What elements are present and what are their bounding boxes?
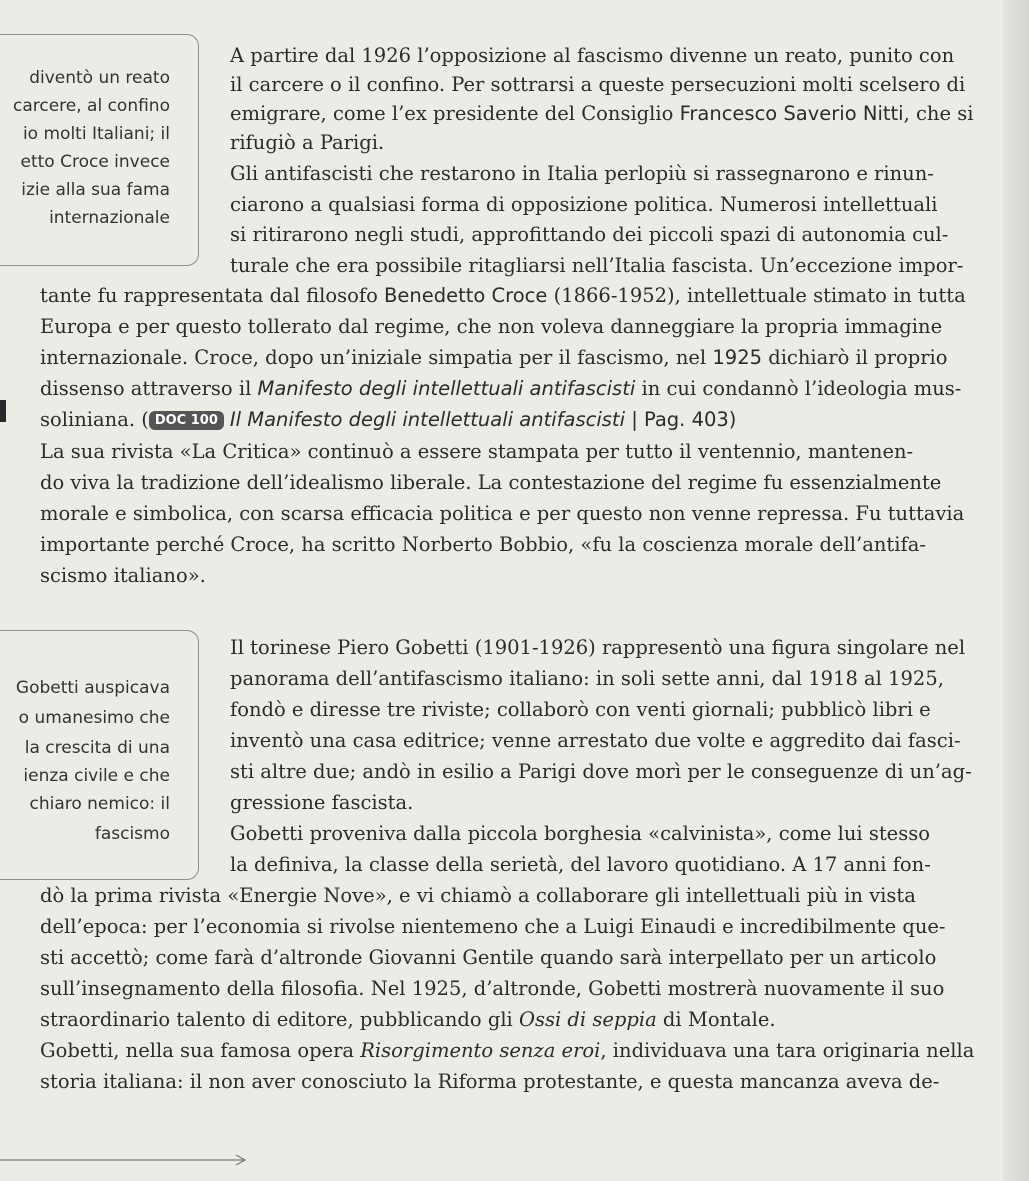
body-line: sti altre due; andò in esilio a Parigi dove morì per le conseguenze di un’ag- (230, 760, 972, 783)
book-title-ossi-di-seppia: Ossi di seppia (519, 1008, 657, 1031)
body-line: dell’epoca: per l’economia si rivolse nientemeno che a Luigi Einaudi e incredibilmente que- (40, 915, 946, 938)
body-line: Il torinese Piero Gobetti (1901-1926) rappresentò una figura singolare nel (230, 636, 966, 659)
body-line: straordinario talento di editore, pubblicando gli Ossi di seppia di Montale. (40, 1008, 776, 1031)
body-line: dò la prima rivista «Energie Nove», e vi chiamò a collaborare gli intellettuali più in vista (40, 884, 916, 907)
body-line: Europa e per questo tollerato dal regime, che non voleva danneggiare la propria immagine (40, 315, 943, 338)
book-title-risorgimento: Risorgimento senza eroi (360, 1039, 601, 1062)
doc-reference-link[interactable]: Il Manifesto degli intellettuali antifascisti (229, 408, 625, 431)
margin-note-line: io molti Italiani; il (22, 124, 170, 144)
body-line: turale che era possibile ritagliarsi nell’Italia fascista. Un’eccezione impor- (230, 254, 964, 277)
margin-note-line: ienza civile e che (23, 766, 170, 786)
body-line: panorama dell’antifascismo italiano: in soli sette anni, dal 1918 al 1925, (230, 667, 944, 690)
body-line: sti accettò; come farà d’altronde Giovanni Gentile quando sarà interpellato per un articolo (40, 946, 937, 969)
doc-badge[interactable]: DOC 100 (149, 411, 224, 430)
body-line: gressione fascista. (230, 791, 414, 814)
body-line: internazionale. Croce, dopo un’iniziale simpatia per il fascismo, nel 1925 dichiarò il proprio (40, 346, 948, 369)
margin-note-line: fascismo (94, 824, 170, 844)
body-line: morale e simbolica, con scarsa efficacia politica e per questo non venne repressa. Fu tuttavia (40, 502, 965, 525)
margin-note-line: diventò un reato (29, 68, 170, 88)
year-highlight: 1925 (712, 346, 763, 369)
margin-note-line: o umanesimo che (18, 708, 170, 728)
body-line: scismo italiano». (40, 564, 206, 587)
person-name-croce: Benedetto Croce (384, 284, 548, 307)
body-line: storia italiana: il non aver conosciuto la Riforma protestante, e questa mancanza aveva de- (40, 1070, 940, 1093)
person-name-nitti: Francesco Saverio Nitti (679, 102, 904, 125)
body-line: importante perché Croce, ha scritto Norberto Bobbio, «fu la coscienza morale dell’antifa- (40, 533, 926, 556)
body-line: dissenso attraverso il Manifesto degli intellettuali antifascisti in cui condannò l’ideologia mus- (40, 377, 962, 400)
body-line: La sua rivista «La Critica» continuò a essere stampata per tutto il ventennio, mantenen- (40, 440, 914, 463)
margin-note-line: chiaro nemico: il (29, 794, 170, 814)
body-line: tante fu rappresentata dal filosofo Benedetto Croce (1866-1952), intellettuale stimato in tutta (40, 284, 966, 307)
body-line: inventò una casa editrice; venne arrestato due volte e aggredito dai fasci- (230, 729, 961, 752)
body-line: do viva la tradizione dell’idealismo liberale. La contestazione del regime fu essenzialmente (40, 471, 942, 494)
section-bullet-marker (0, 400, 6, 422)
margin-note-line: etto Croce invece (20, 152, 170, 172)
body-line: si ritirarono negli studi, approfittando dei piccoli spazi di autonomia cul- (230, 223, 949, 246)
body-line: Gli antifascisti che restarono in Italia perlopiù si rassegnarono e rinun- (230, 162, 934, 185)
margin-note-line: Gobetti auspicava (15, 678, 170, 698)
body-line: fondò e diresse tre riviste; collaborò con venti giornali; pubblicò libri e (230, 698, 931, 721)
page-edge-shadow (1003, 0, 1029, 1181)
body-line: sull’insegnamento della filosofia. Nel 1925, d’altronde, Gobetti mostrerà nuovamente il suo (40, 977, 945, 1000)
body-line: soliniana. ( DOC 100 Il Manifesto degli intellettuali antifascisti | Pag. 403) (40, 408, 737, 431)
margin-note-line: izie alla sua fama (21, 180, 170, 200)
body-line: rifugiò a Parigi. (230, 131, 385, 154)
body-line: A partire dal 1926 l’opposizione al fascismo divenne un reato, punito con (230, 44, 955, 67)
body-line: la definiva, la classe della serietà, del lavoro quotidiano. A 17 anni fon- (230, 853, 931, 876)
manifesto-title: Manifesto degli intellettuali antifascisti (257, 377, 636, 400)
arrow-right-icon (0, 1150, 250, 1170)
body-line: Gobetti proveniva dalla piccola borghesia «calvinista», come lui stesso (230, 822, 930, 845)
body-line: Gobetti, nella sua famosa opera Risorgimento senza eroi, individuava una tara originaria nella (40, 1039, 975, 1062)
body-line: il carcere o il confino. Per sottrarsi a queste persecuzioni molti scelsero di (230, 73, 966, 96)
margin-note-line: carcere, al confino (12, 96, 170, 116)
body-line: ciarono a qualsiasi forma di opposizione politica. Numerosi intellettuali (230, 193, 938, 216)
margin-note-line: la crescita di una (24, 738, 170, 758)
body-line: emigrare, come l’ex presidente del Consiglio Francesco Saverio Nitti, che si (230, 102, 974, 125)
margin-note-line: internazionale (49, 208, 170, 228)
